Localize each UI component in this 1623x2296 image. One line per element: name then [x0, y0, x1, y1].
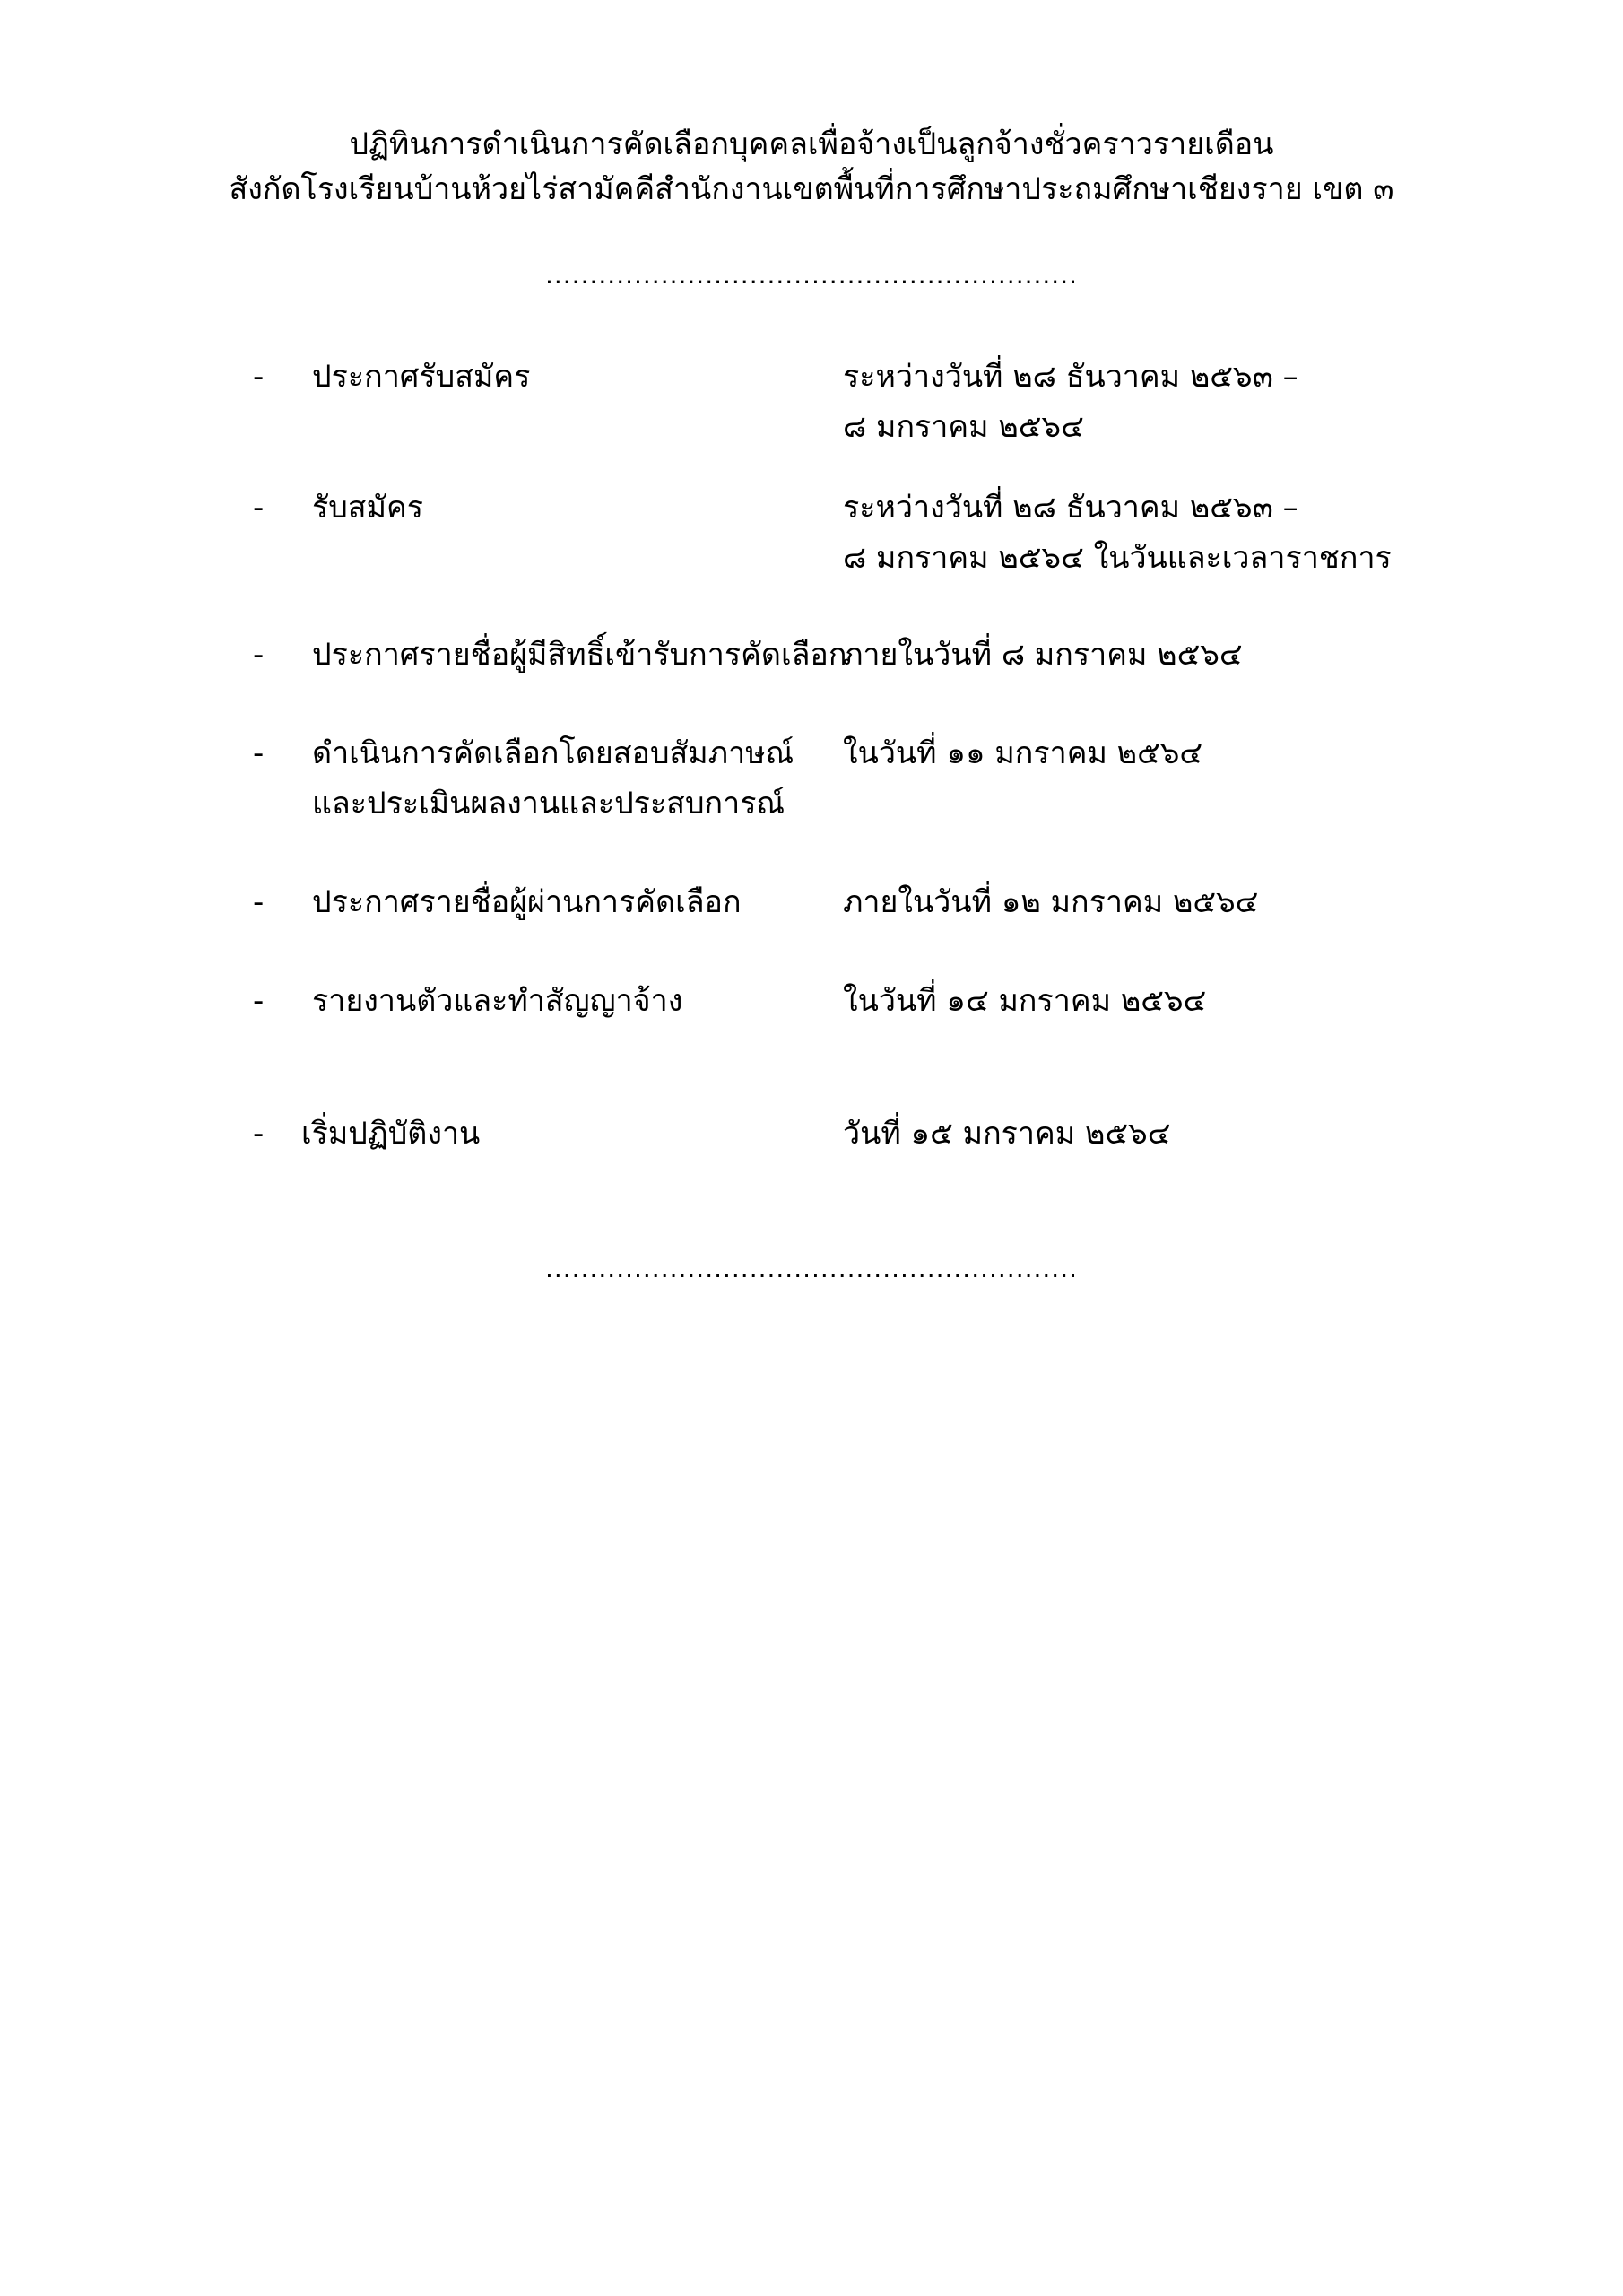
date-text: ภายในวันที่ ๑๒ มกราคม ๒๕๖๔: [843, 884, 1259, 920]
event-text: รายงานตัวและทำสัญญาจ้าง: [312, 983, 683, 1019]
schedule-event: [312, 630, 847, 680]
row-bullet: -: [253, 637, 265, 673]
schedule-date: [843, 877, 1417, 927]
schedule-date: [843, 976, 1417, 1026]
date-text: ในวันที่ ๑๑ มกราคม ๒๕๖๔: [843, 735, 1203, 771]
date-text: ระหว่างวันที่ ๒๘ ธันวาคม ๒๕๖๓ –: [843, 359, 1298, 395]
date-text: ในวันที่ ๑๔ มกราคม ๒๕๖๔: [843, 983, 1207, 1019]
separator-bottom: ............................................................: [544, 1254, 1079, 1283]
schedule-event: [312, 976, 832, 1026]
schedule-event: [301, 1109, 821, 1159]
event-text: รับสมัคร: [312, 490, 424, 526]
schedule-event: [312, 877, 832, 927]
date-text: ภายในวันที่ ๘ มกราคม ๒๕๖๔: [843, 637, 1243, 673]
event-text: และประเมินผลงานและประสบการณ์: [312, 786, 785, 822]
event-text: ดำเนินการคัดเลือกโดยสอบสัมภาษณ์: [312, 735, 794, 771]
document-title-line-2: สังกัดโรงเรียนบ้านห้วยไร่สามัคคีสำนักงานเขตพื้นที่การศึกษาประถมศึกษาเชียงราย เขต ๓: [229, 171, 1394, 207]
date-text: ๘ มกราคม ๒๕๖๔: [843, 409, 1084, 445]
date-text: ระหว่างวันที่ ๒๘ ธันวาคม ๒๕๖๓ –: [843, 490, 1298, 526]
event-text: ประกาศรายชื่อผู้ผ่านการคัดเลือก: [312, 884, 742, 920]
schedule-event: [312, 728, 832, 829]
row-bullet: -: [253, 490, 265, 526]
schedule-date: [843, 630, 1417, 680]
schedule-date: [843, 483, 1417, 583]
schedule-date: [843, 1109, 1417, 1159]
schedule-event: [312, 483, 832, 533]
schedule-event: [312, 352, 832, 402]
row-bullet: -: [253, 884, 265, 920]
row-bullet: -: [253, 1116, 265, 1152]
row-bullet: -: [253, 359, 265, 395]
row-bullet: -: [253, 735, 265, 771]
event-text: เริ่มปฏิบัติงาน: [301, 1116, 481, 1152]
separator-top: ............................................................: [544, 260, 1079, 290]
document-title-line-1: ปฏิทินการดำเนินการคัดเลือกบุคคลเพื่อจ้างเป็นลูกจ้างชั่วคราวรายเดือน: [349, 126, 1274, 162]
event-text: ประกาศรับสมัคร: [312, 359, 531, 395]
date-text: ๘ มกราคม ๒๕๖๔ ในวันและเวลาราชการ: [843, 540, 1392, 576]
schedule-date: [843, 352, 1417, 452]
event-text: ประกาศรายชื่อผู้มีสิทธิ์เข้ารับการคัดเลือก: [312, 637, 847, 673]
row-bullet: -: [253, 983, 265, 1019]
date-text: วันที่ ๑๕ มกราคม ๒๕๖๔: [843, 1116, 1171, 1152]
schedule-date: [843, 728, 1417, 778]
